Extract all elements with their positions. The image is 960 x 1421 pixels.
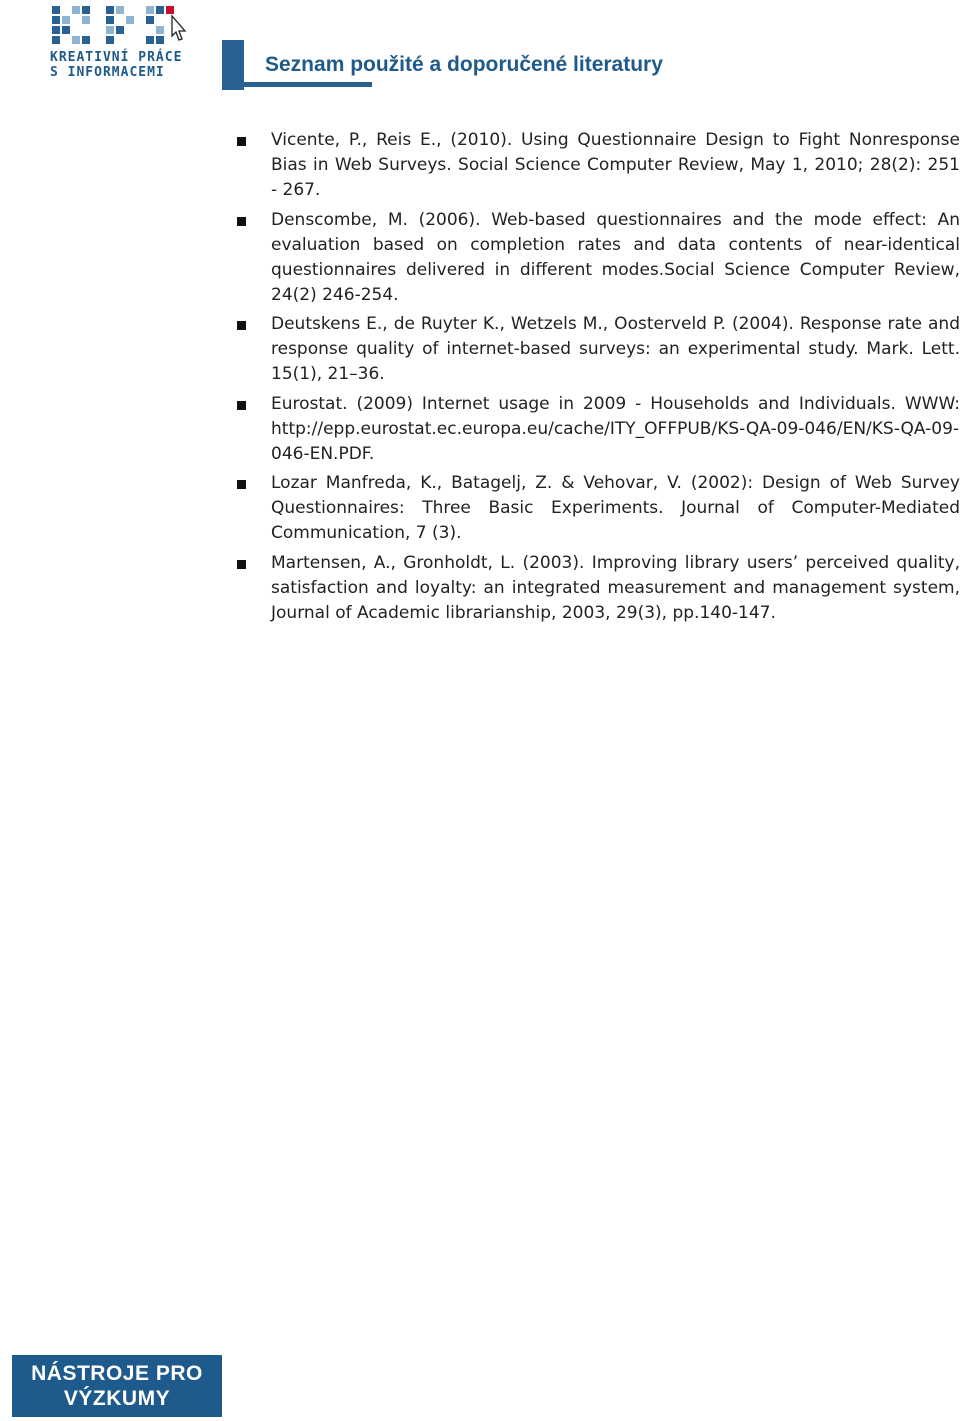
reference-item bbox=[236, 128, 960, 203]
reference-item bbox=[236, 208, 960, 308]
square-bullet-icon bbox=[237, 480, 246, 489]
reference-item bbox=[236, 392, 960, 467]
reference-text: Deutskens E., de Ruyter K., Wetzels M., Oosterveld P. (2004). Response rate and response quality of internet-based surveys: an experimental study. Mark. Lett. 15(1), 21–36. bbox=[271, 314, 960, 384]
logo-grid-icon bbox=[48, 2, 198, 50]
square-bullet-icon bbox=[237, 560, 246, 569]
reference-text: Vicente, P., Reis E., (2010). Using Questionnaire Design to Fight Nonresponse Bias in Web Surveys. Social Science Computer Review, May 1, 2010; 28(2): 251 - 267. bbox=[271, 130, 960, 200]
reference-text: Lozar Manfreda, K., Batagelj, Z. & Vehovar, V. (2002): Design of Web Survey Questionnaires: Three Basic Experiments. Journal of Computer-Mediated Communication, 7 (3). bbox=[271, 473, 960, 543]
square-bullet-icon bbox=[237, 137, 246, 146]
square-bullet-icon bbox=[237, 401, 246, 410]
logo-text-line1: KREATIVNÍ PRÁCE bbox=[50, 50, 183, 65]
section-badge-line2: VÝZKUMY bbox=[63, 1387, 171, 1410]
header-accent-bar bbox=[222, 40, 244, 90]
reference-text: Denscombe, M. (2006). Web-based questionnaires and the mode effect: An evaluation based on completion rates and data contents of near-identical questionnaires delivered in different modes.Social Science Computer Review, 24(2) 246-254. bbox=[271, 209, 960, 305]
logo-text-line2: S INFORMACEMI bbox=[50, 65, 165, 80]
reference-item bbox=[236, 551, 960, 626]
reference-text: Eurostat. (2009) Internet usage in 2009 - Households and Individuals. WWW: http://epp.eurostat.ec.europa.eu/cache/ITY_OFFPUB/KS-QA-09-046/EN/KS-QA-09-046-EN.PDF. bbox=[271, 393, 960, 464]
header-underline bbox=[244, 82, 372, 87]
page-title: Seznam použité a doporučené literatury bbox=[265, 53, 663, 76]
reference-item bbox=[236, 471, 960, 546]
square-bullet-icon bbox=[237, 217, 246, 226]
section-badge-line1: NÁSTROJE PRO bbox=[31, 1362, 203, 1385]
section-badge bbox=[12, 1355, 222, 1417]
square-bullet-icon bbox=[237, 321, 246, 330]
reference-list bbox=[236, 128, 960, 630]
reference-text: Martensen, A., Gronholdt, L. (2003). Improving library users’ perceived quality, satisfaction and loyalty: an integrated measurement and management system, Journal of Academic librarianship, 2003, 29(3), pp.140-147. bbox=[271, 552, 960, 623]
reference-item bbox=[236, 312, 960, 387]
